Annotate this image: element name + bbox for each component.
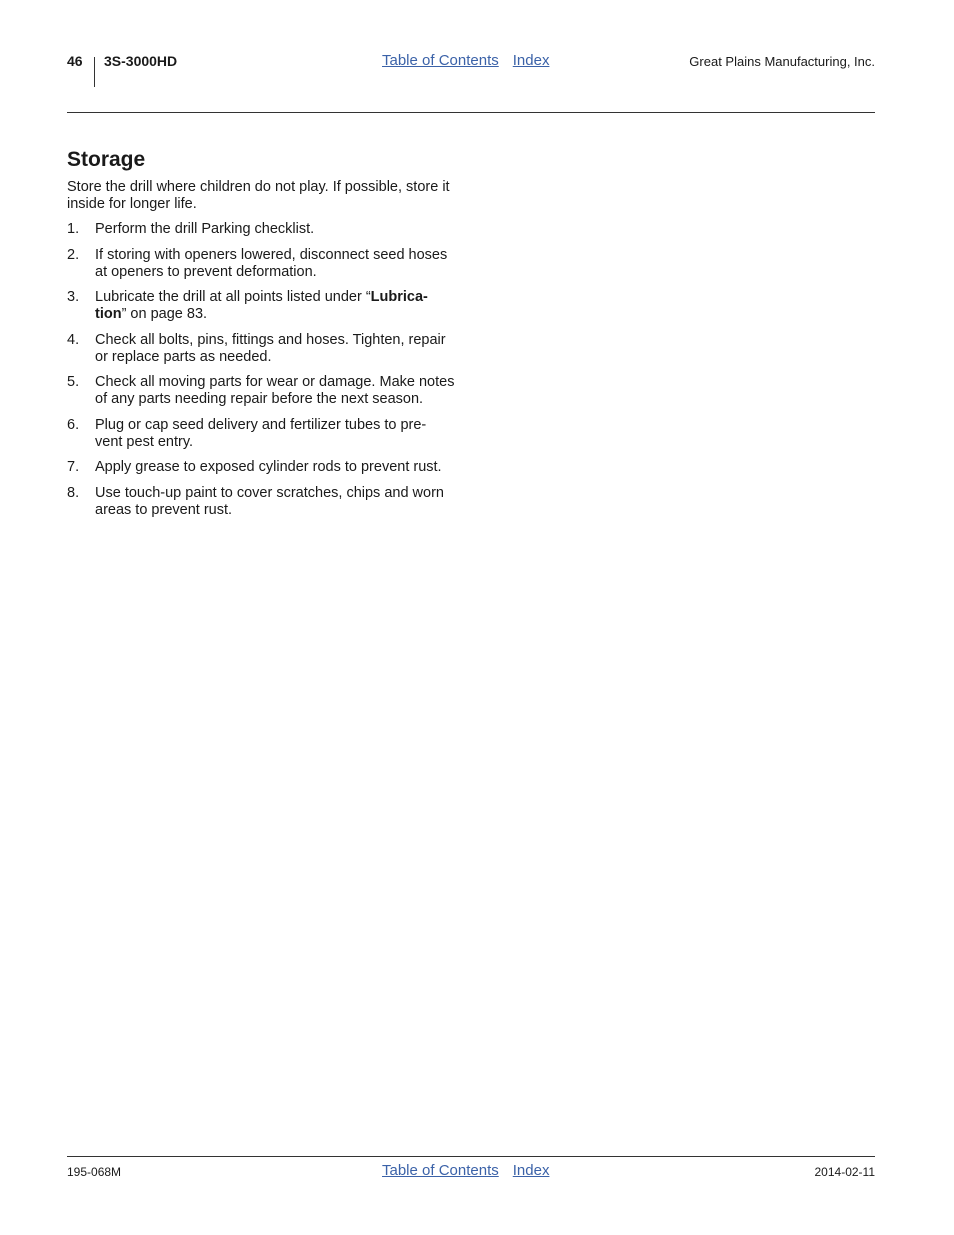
step-text: Plug or cap seed delivery and fertilizer tubes to pre- vent pest entry. <box>95 416 427 450</box>
section-intro: Store the drill where children do not play. If possible, store it inside for longer life. <box>67 179 450 212</box>
list-item <box>67 247 457 281</box>
step-number: 2. <box>67 246 80 263</box>
document-number: 195-068M <box>67 1165 122 1179</box>
index-link[interactable]: Index <box>512 52 550 69</box>
header-divider <box>94 57 95 87</box>
step-text: If storing with openers lowered, disconnect seed hoses at openers to prevent deformation. <box>95 246 448 280</box>
storage-section <box>67 147 457 527</box>
publication-date: 2014-02-11 <box>814 1165 875 1179</box>
list-item <box>67 332 457 366</box>
company-name: Great Plains Manufacturing, Inc. <box>689 54 875 69</box>
step-number: 7. <box>67 459 80 475</box>
lubrication-reference: Lubrica- tion <box>95 289 428 322</box>
list-item <box>67 374 457 408</box>
storage-steps <box>67 221 457 519</box>
list-item <box>67 485 457 519</box>
list-item <box>67 417 457 451</box>
footer-rule <box>67 1156 875 1157</box>
index-link[interactable]: Index <box>512 1162 550 1179</box>
step-text: Lubricate the drill at all points listed under “ <box>95 289 371 305</box>
footer-nav <box>382 1162 549 1179</box>
list-item <box>67 221 457 238</box>
step-number: 5. <box>67 374 80 390</box>
list-item <box>67 459 457 476</box>
step-text-end: ” on page 83. <box>121 306 208 322</box>
table-of-contents-link[interactable]: Table of Contents <box>382 1162 499 1179</box>
page-number: 46 <box>67 53 83 69</box>
step-number: 3. <box>67 289 80 305</box>
step-number: 4. <box>67 331 80 348</box>
step-number: 1. <box>67 221 80 237</box>
table-of-contents-link[interactable]: Table of Contents <box>382 52 499 69</box>
step-text: Check all moving parts for wear or damage. Make notes of any parts needing repair before the next season. <box>95 374 455 407</box>
header-rule <box>67 112 875 113</box>
section-title: Storage <box>67 148 146 171</box>
step-number: 8. <box>67 484 80 501</box>
step-text: Check all bolts, pins, fittings and hoses. Tighten, repair or replace parts as needed. <box>95 331 446 365</box>
step-text: Use touch-up paint to cover scratches, chips and worn areas to prevent rust. <box>95 484 444 518</box>
list-item <box>67 289 457 323</box>
step-text: Perform the drill Parking checklist. <box>95 221 315 237</box>
header-nav <box>382 52 549 69</box>
model-name: 3S-3000HD <box>104 53 178 69</box>
step-text: Apply grease to exposed cylinder rods to prevent rust. <box>95 459 442 475</box>
step-number: 6. <box>67 416 80 433</box>
